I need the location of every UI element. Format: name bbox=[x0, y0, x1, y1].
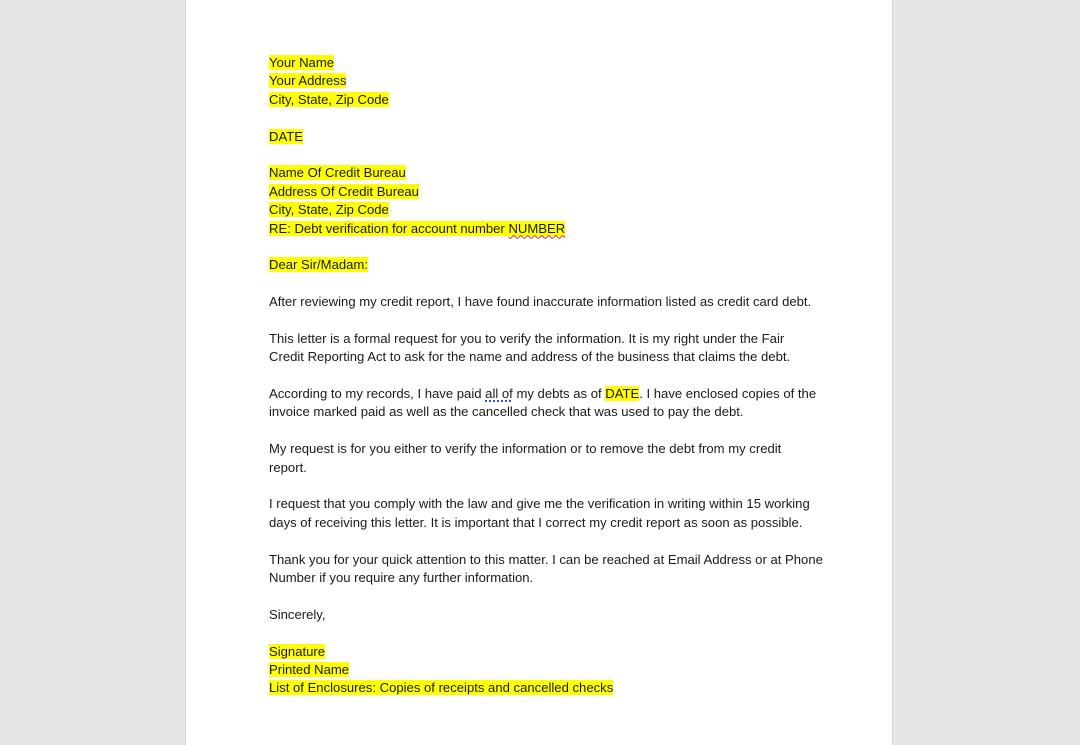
recipient-city-line bbox=[269, 201, 829, 219]
blank-line bbox=[269, 146, 829, 164]
sender-name-line bbox=[269, 54, 829, 72]
p3-date-placeholder: DATE bbox=[605, 386, 640, 402]
p3-text-a: According to my records, I have paid bbox=[269, 386, 486, 402]
re-line-prefix: RE: Debt verification for account number bbox=[269, 220, 509, 236]
blank-line bbox=[269, 367, 829, 385]
letter-body[interactable] bbox=[269, 54, 829, 698]
sender-address-line bbox=[269, 72, 829, 90]
blank-line bbox=[269, 311, 829, 329]
paragraph-6-line-1: Thank you for your quick attention to this matter. I can be reached at Email Address or at Phone bbox=[269, 551, 823, 567]
p3-text-c: my debts as of bbox=[512, 386, 606, 402]
paragraph-2-line-1: This letter is a formal request for you to verify the information. It is my right under the Fair bbox=[269, 330, 785, 346]
document-page[interactable] bbox=[185, 0, 893, 745]
blank-line bbox=[269, 587, 829, 605]
re-line bbox=[269, 220, 829, 238]
recipient-address-line bbox=[269, 183, 829, 201]
paragraph-2-line-2: Credit Reporting Act to ask for the name and address of the business that claims the debt. bbox=[269, 349, 791, 365]
blank-line bbox=[269, 532, 829, 550]
paragraph-4-line-1: My request is for you either to verify the information or to remove the debt from my credit bbox=[269, 441, 782, 457]
blank-line bbox=[269, 238, 829, 256]
printed-name: Printed Name bbox=[269, 661, 350, 677]
paragraph-5-line-1: I request that you comply with the law and give me the verification in writing within 15 working bbox=[269, 496, 810, 512]
salutation: Dear Sir/Madam: bbox=[269, 257, 368, 273]
paragraph-6-line-2: Number if you require any further information. bbox=[269, 569, 534, 585]
recipient-city-state-zip: City, State, Zip Code bbox=[269, 202, 389, 218]
letter-date: DATE bbox=[269, 128, 303, 144]
blank-line bbox=[269, 477, 829, 495]
enclosures-line bbox=[269, 679, 829, 697]
salutation-line bbox=[269, 256, 829, 274]
account-number: NUMBER bbox=[508, 220, 566, 236]
enclosures: List of Enclosures: Copies of receipts and cancelled checks bbox=[269, 680, 614, 696]
recipient-name: Name Of Credit Bureau bbox=[269, 165, 406, 181]
date-line bbox=[269, 128, 829, 146]
recipient-address: Address Of Credit Bureau bbox=[269, 183, 419, 199]
sender-address: Your Address bbox=[269, 73, 347, 89]
blank-line bbox=[269, 109, 829, 127]
sender-city-state-zip: City, State, Zip Code bbox=[269, 91, 389, 107]
grammar-flag-all-of: all of bbox=[485, 386, 513, 402]
paragraph-5-line-2: days of receiving this letter. It is important that I correct my credit report as soon as possible. bbox=[269, 514, 803, 530]
sender-city-line bbox=[269, 91, 829, 109]
closing: Sincerely, bbox=[269, 606, 326, 622]
signature: Signature bbox=[269, 643, 326, 659]
recipient-name-line bbox=[269, 164, 829, 182]
blank-line bbox=[269, 422, 829, 440]
blank-line bbox=[269, 624, 829, 642]
sender-name: Your Name bbox=[269, 55, 335, 70]
p3-text-e: . I have enclosed copies of the bbox=[639, 386, 817, 402]
blank-line bbox=[269, 275, 829, 293]
paragraph-4-line-2: report. bbox=[269, 459, 307, 475]
paragraph-3-line-2: invoice marked paid as well as the cancelled check that was used to pay the debt. bbox=[269, 404, 744, 420]
paragraph-3-line-1 bbox=[269, 385, 829, 403]
signature-line bbox=[269, 643, 829, 661]
paragraph-1-line-1: After reviewing my credit report, I have found inaccurate information listed as credit card debt. bbox=[269, 294, 812, 310]
printed-name-line bbox=[269, 661, 829, 679]
